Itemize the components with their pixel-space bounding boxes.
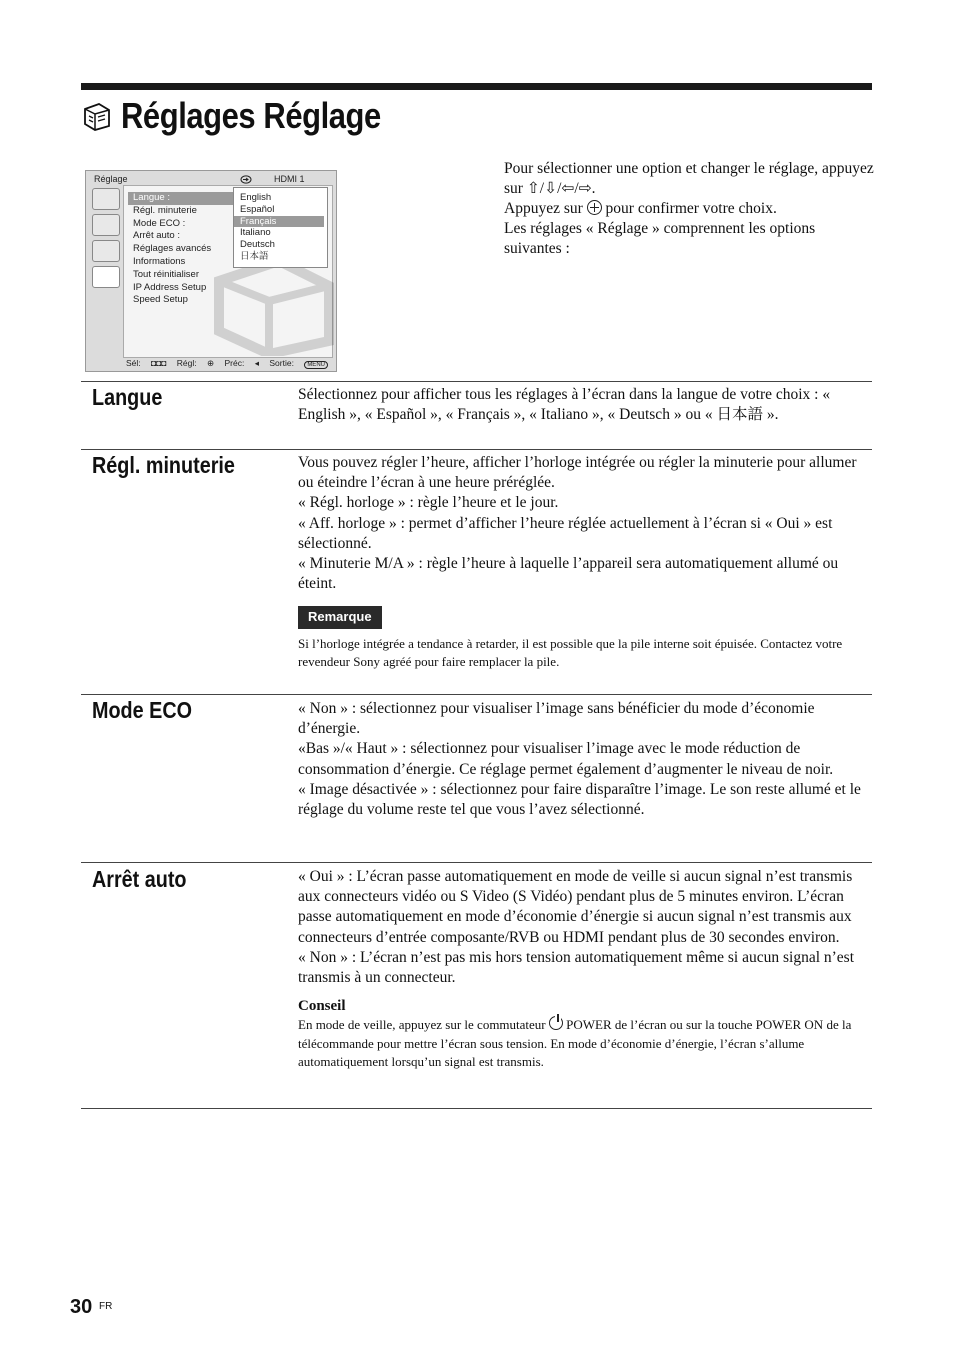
title-rule: [81, 83, 872, 90]
language-option-selected: Français: [234, 216, 324, 228]
osd-hint-select: Sél: ◘◘◘: [126, 358, 167, 368]
osd-menu-item: Régl. minuterie: [133, 204, 197, 216]
intro-line: Pour sélectionner une option et changer le réglage, appuyez sur ⇧/⇩/⇦/⇨.: [504, 160, 874, 197]
osd-menu-item: Arrêt auto :: [133, 230, 180, 242]
section-divider: [81, 862, 872, 863]
section-divider: [81, 1108, 872, 1109]
osd-menu-screenshot: [85, 170, 337, 372]
osd-hint-back: Préc: ◂: [224, 358, 259, 368]
input-icon: [240, 175, 252, 184]
sound-category-icon: [92, 214, 120, 236]
osd-menu-item: Informations: [133, 255, 186, 267]
osd-menu-item: IP Address Setup: [133, 281, 207, 293]
page-language-suffix: FR: [99, 1301, 113, 1312]
section-title-arret: Arrêt auto: [92, 866, 187, 892]
section-title-minuterie: Régl. minuterie: [92, 452, 235, 478]
remarque-text: Si l’horloge intégrée a tendance à retarder, il est possible que la pile interne soit épuisée. Contactez votre revendeur Sony agréé pour faire remplacer la pile.: [298, 635, 843, 670]
setup-toolbox-icon: [81, 100, 113, 132]
osd-menu-item: Mode ECO :: [133, 217, 186, 229]
osd-hint-set: Régl: ⊕: [176, 358, 215, 368]
setup-category-icon: [92, 266, 120, 288]
screen-category-icon: [92, 240, 120, 262]
osd-menu-list: [128, 192, 238, 307]
osd-input-indicator: [240, 174, 305, 184]
section-title-langue: Langue: [92, 384, 163, 410]
intro-line: Les réglages « Réglage » comprennent les options suivantes :: [504, 220, 816, 257]
osd-language-dropdown: [233, 187, 328, 268]
page-number: 30: [70, 1296, 93, 1318]
osd-menu-title: Réglage: [94, 174, 128, 184]
osd-input-label: HDMI 1: [274, 174, 305, 184]
conseil-label: Conseil: [298, 998, 346, 1015]
osd-menu-item: Réglages avancés: [133, 243, 212, 255]
enter-button-icon: [587, 200, 602, 215]
osd-menu-item: Speed Setup: [133, 294, 188, 306]
section-divider: [81, 694, 872, 695]
osd-footer-hints: [126, 358, 334, 369]
language-option: English: [240, 192, 272, 203]
osd-menu-item: Tout réinitialiser: [133, 268, 199, 280]
page-title: [81, 94, 423, 138]
remarque-label: Remarque: [298, 606, 382, 628]
section-body-arret: « Oui » : L’écran passe automatiquement en mode de veille si aucun signal n’est transmis aux connecteurs vidéo ou S Video (S Vidéo) pendant plus de 5 minutes environ. L’écran passe automatiquement en mode d’économie d’énergie si aucun signal n’est transmis aux connecteurs d’entrée composante/RVB ou HDMI pendant plus de 30 secondes environ. « Non » : L’écran n’est pas mis hors tension automatiquement même si aucun signal n’est transmis à un connecteur. Conseil En mode de veille, appuyez sur le commutateur POWER de l’écran ou sur la touche POWER ON de la télécommande pour mettre l’écran sous tension. En mode d’économie d’énergie, l’écran s’allume automatiquement lorsqu’un signal est transmis.: [298, 867, 872, 1072]
language-option: 日本語: [240, 250, 269, 262]
section-divider: [81, 449, 872, 450]
power-icon: [549, 1016, 563, 1030]
intro-text: [504, 159, 874, 259]
page-heading: Réglages Réglage: [121, 95, 381, 136]
section-body-minuterie: Vous pouvez régler l’heure, afficher l’horloge intégrée ou régler la minuterie pour allumer ou éteindre l’écran à une heure préréglée. « Régl. horloge » : règle l’heure et le jour. « Aff. horloge » : permet d’afficher l’heure réglée actuellement à l’écran si « Oui » est sélectionné. « Minuterie M/A » : règle l’heure à laquelle l’appareil sera automatiquement allumé ou éteint. Remarque Si l’horloge intégrée a tendance à retarder, il est possible que la pile interne soit épuisée. Contactez votre revendeur Sony agréé pour faire remplacer la pile.: [298, 453, 872, 672]
osd-category-sidebar: [88, 184, 122, 358]
language-option: Español: [240, 203, 275, 215]
intro-line: Appuyez sur pour confirmer votre choix.: [504, 200, 777, 217]
menu-key: MENU: [304, 361, 328, 369]
language-option: Deutsch: [240, 239, 275, 251]
section-body-langue: Sélectionnez pour afficher tous les réglages à l’écran dans la langue de votre choix : « English », « Español », « Français », « Italiano », « Deutsch » ou « 日本語 ».: [298, 386, 831, 424]
section-divider: [81, 381, 872, 382]
section-title-eco: Mode ECO: [92, 697, 193, 723]
osd-hint-exit: Sortie: MENU: [269, 358, 336, 368]
conseil-text: En mode de veille, appuyez sur le commutateur POWER de l’écran ou sur la touche POWER ON de la télécommande pour mettre l’écran sous tension. En mode d’économie d’énergie, l’écran s’allume automatiquement lorsqu’un signal est transmis.: [298, 1017, 852, 1070]
osd-menu-item: Langue :: [128, 192, 233, 205]
section-body-eco: « Non » : sélectionnez pour visualiser l’image sans bénéficier du mode d’économie d’énergie. «Bas »/« Haut » : sélectionnez pour visualiser l’image avec le mode réduction de consommation d’énergie. Ce réglage permet également d’augmenter le niveau de noir. « Image désactivée » : sélectionnez pour faire disparaître l’image. Le son reste allumé et le réglage du volume reste tel que vous l’avez sélectionné.: [298, 700, 861, 819]
picture-category-icon: [92, 188, 120, 210]
language-option: Italiano: [240, 227, 271, 239]
osd-menu-panel: [123, 185, 333, 358]
